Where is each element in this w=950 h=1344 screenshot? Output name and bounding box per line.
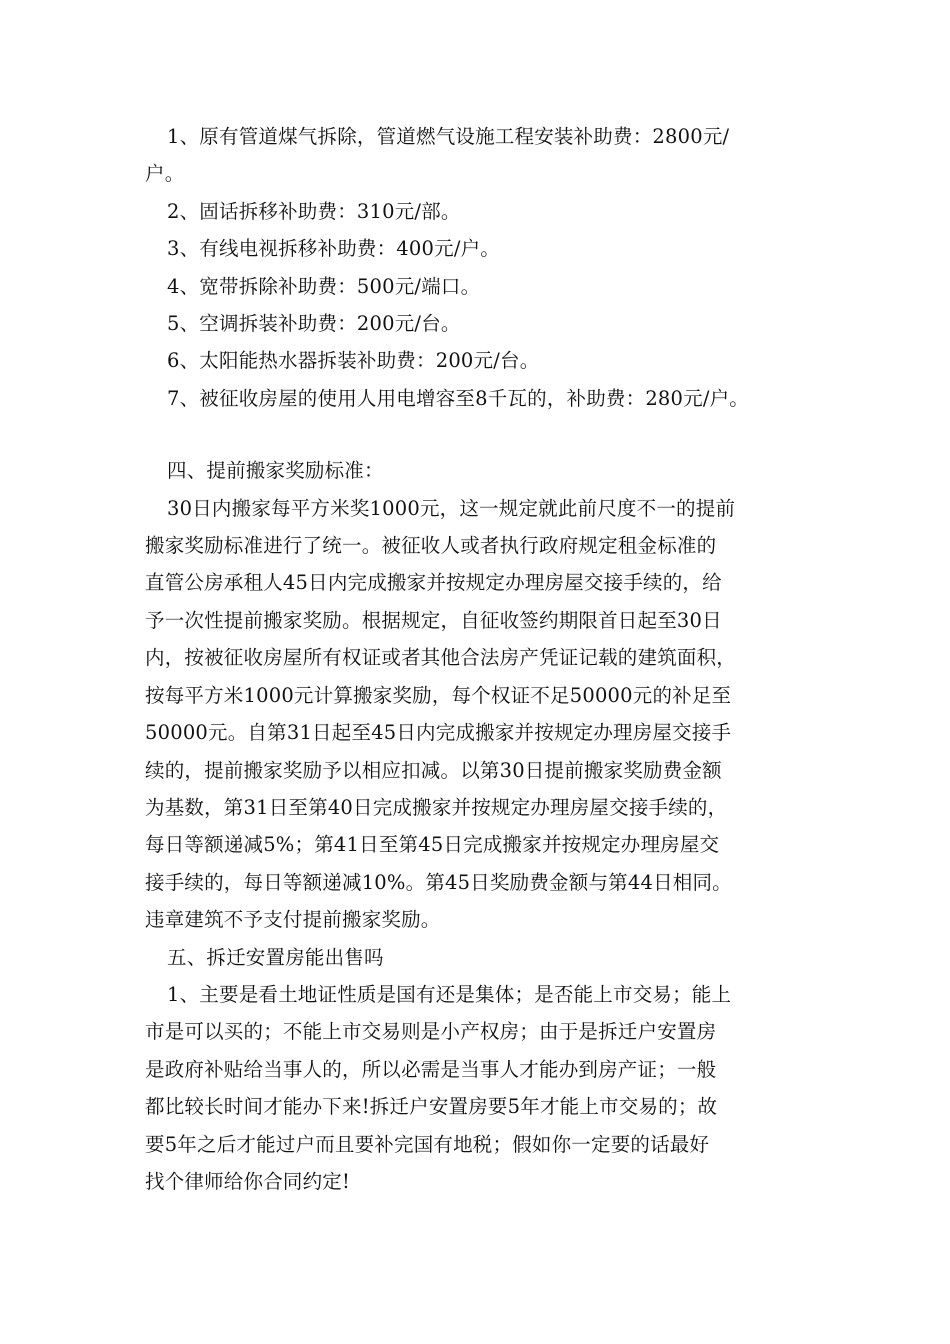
subsidy-item-5: 5、空调拆装补助费：200元/台。	[167, 312, 461, 336]
subsidy-item-3: 3、有线电视拆移补助费：400元/户。	[167, 237, 500, 261]
section-5	[145, 939, 825, 1201]
section-4-line: 搬家奖励标准进行了统一。被征收人或者执行政府规定租金标准的	[145, 534, 717, 558]
section-4-line: 按每平方米1000元计算搬家奖励，每个权证不足50000元的补足至	[145, 683, 732, 707]
section-4	[145, 452, 825, 938]
section-5-line: 是政府补贴给当事人的，所以必需是当事人才能办到房产证；一般	[145, 1057, 717, 1081]
section-4-line: 违章建筑不予支付提前搬家奖励。	[145, 908, 441, 932]
section-spacer	[145, 417, 825, 452]
section-4-line: 接手续的，每日等额递减10%。第45日奖励费金额与第44日相同。	[145, 870, 732, 894]
section-4-line: 为基数，第31日至第40日完成搬家并按规定办理房屋交接手续的，	[145, 795, 728, 819]
section-5-line: 要5年之后才能过户而且要补完国有地税；假如你一定要的话最好	[145, 1132, 710, 1156]
subsidy-item-7: 7、被征收房屋的使用人用电增容至8千瓦的，补助费：280元/户。	[167, 386, 750, 410]
section-5-line: 1、主要是看土地证性质是国有还是集体；是否能上市交易；能上	[167, 982, 732, 1006]
section-4-line: 续的，提前搬家奖励予以相应扣减。以第30日提前搬家奖励费金额	[145, 758, 722, 782]
section-4-heading: 四、提前搬家奖励标准：	[167, 459, 384, 483]
section-5-heading: 五、拆迁安置房能出售吗	[167, 945, 384, 969]
subsidy-item-2: 2、固话拆移补助费：310元/部。	[167, 199, 461, 223]
section-4-line: 每日等额递减5%；第41日至第45日完成搬家并按规定办理房屋交	[145, 833, 720, 857]
document-body	[145, 118, 825, 1200]
section-4-line: 30日内搬家每平方米奖1000元，这一规定就此前尺度不一的提前	[167, 496, 736, 520]
section-4-line: 予一次性提前搬家奖励。根据规定，自征收签约期限首日起至30日	[145, 608, 722, 632]
section-5-line: 找个律师给你合同约定!	[145, 1169, 351, 1193]
section-4-line: 直管公房承租人45日内完成搬家并按规定办理房屋交接手续的，给	[145, 571, 722, 595]
section-5-line: 市是可以买的；不能上市交易则是小产权房；由于是拆迁户安置房	[145, 1020, 717, 1044]
section-4-line: 50000元。自第31日起至45日内完成搬家并按规定办理房屋交接手	[145, 721, 732, 745]
subsidy-item-4: 4、宽带拆除补助费：500元/端口。	[167, 274, 481, 298]
subsidy-item-1-line-1: 1、原有管道煤气拆除，管道燃气设施工程安装补助费：2800元/	[167, 125, 730, 148]
subsidy-list	[145, 118, 825, 417]
section-5-line: 都比较长时间才能办下来!拆迁户安置房要5年才能上市交易的；故	[145, 1095, 718, 1119]
section-4-line: 内，按被征收房屋所有权证或者其他合法房产凭证记载的建筑面积，	[145, 646, 737, 670]
subsidy-item-6: 6、太阳能热水器拆装补助费：200元/台。	[167, 349, 540, 373]
subsidy-item-1-line-2: 户。	[145, 162, 185, 186]
